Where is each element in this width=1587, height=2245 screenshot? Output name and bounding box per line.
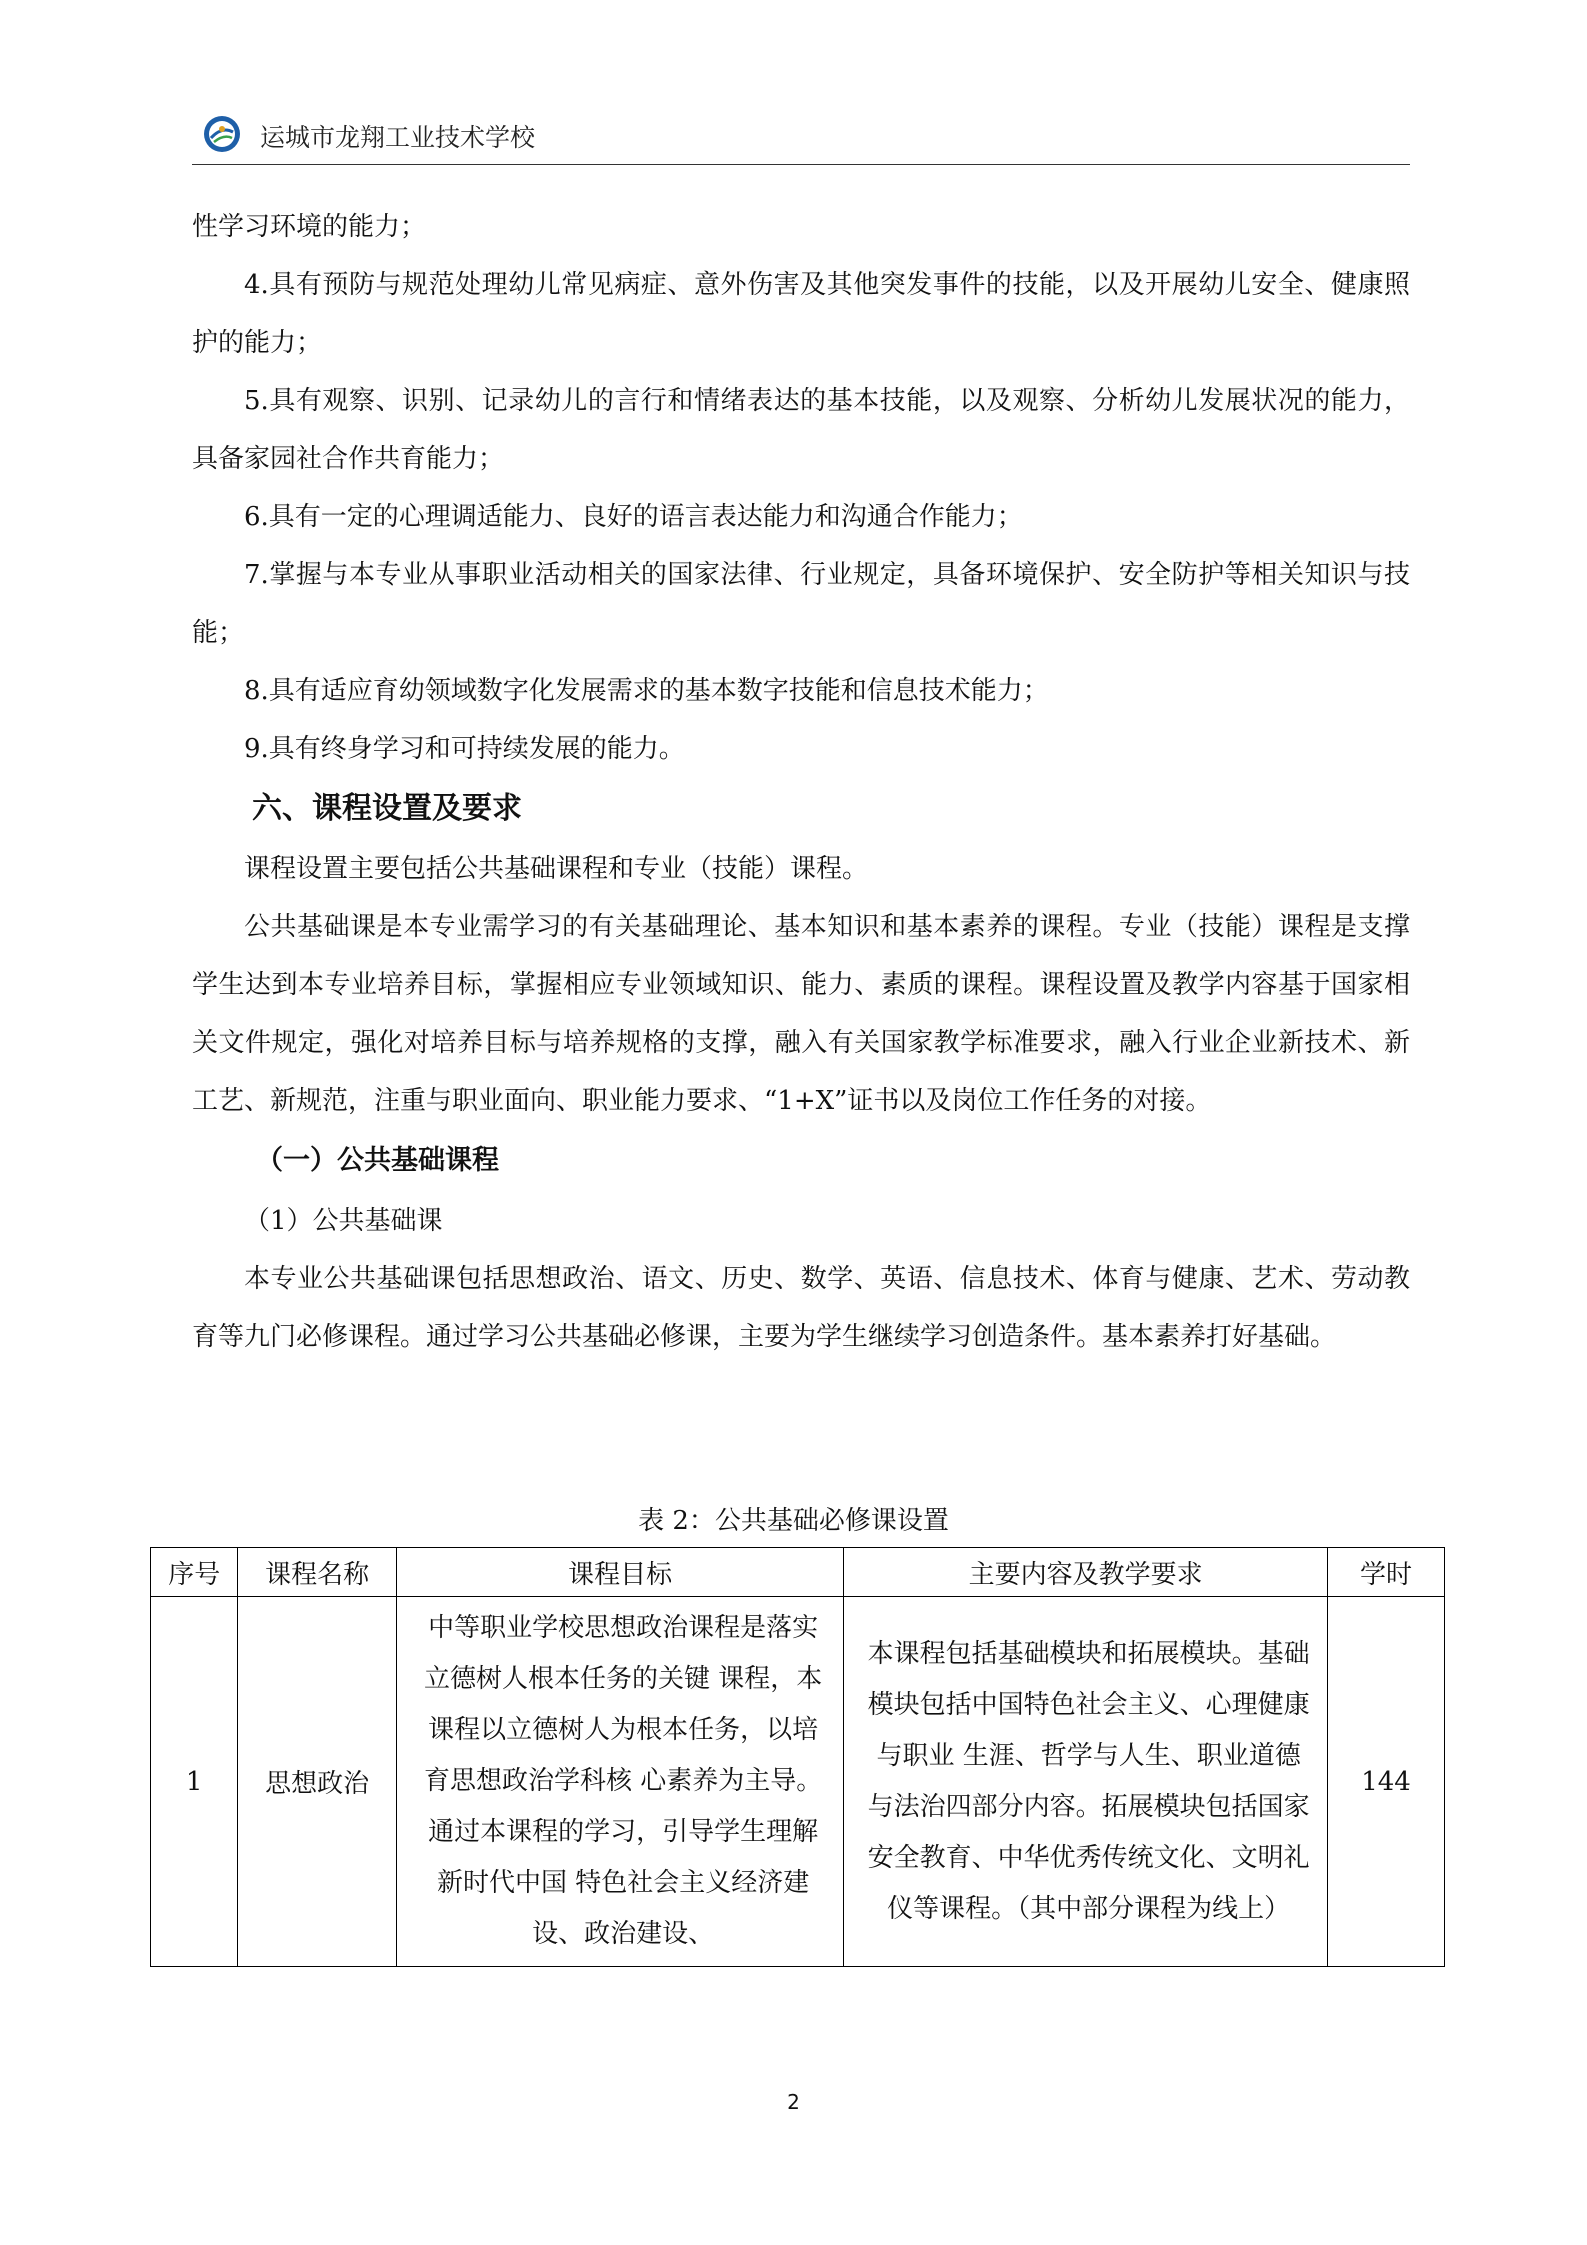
header-course-name: 课程名称 — [238, 1548, 397, 1597]
ability-item-7: 7.掌握与本专业从事职业活动相关的国家法律、行业规定，具备环境保护、安全防护等相关知识与技能； — [192, 560, 1410, 648]
ability-item-6: 6.具有一定的心理调适能力、良好的语言表达能力和沟通合作能力； — [244, 502, 1023, 532]
section-description: 公共基础课是本专业需学习的有关基础理论、基本知识和基本素养的课程。专业（技能）课程是支撑学生达到本专业培养目标，掌握相应专业领域知识、能力、素质的课程。课程设置及教学内容基于国家相关文件规定，强化对培养目标与培养规格的支撑，融入有关国家教学标准要求，融入行业企业新技术、新工艺、新规范，注重与职业面向、职业能力要求、“1+X”证书以及岗位工作任务的对接。 — [192, 912, 1410, 1116]
cell-course-goal: 中等职业学校思想政治课程是落实立德树人根本任务的关键 课程，本课程以立德树人为根本任务，以培育思想政治学科核 心素养为主导。通过本课程的学习，引导学生理解新时代中国 特色社会主义经济建设、政治建设、 — [396, 1597, 843, 1967]
section-heading: 六、课程设置及要求 — [252, 791, 522, 826]
cell-course-name: 思想政治 — [238, 1597, 397, 1967]
school-logo-icon — [202, 114, 242, 154]
ability-item-8: 8.具有适应育幼领域数字化发展需求的基本数字技能和信息技术能力； — [244, 676, 1049, 706]
sub-item-label: （1）公共基础课 — [244, 1206, 443, 1236]
page-body — [192, 198, 1410, 1366]
section-intro: 课程设置主要包括公共基础课程和专业（技能）课程。 — [244, 854, 869, 884]
page-header — [192, 108, 1410, 165]
paragraph-continuation: 性学习环境的能力； — [192, 212, 427, 242]
cell-content: 本课程包括基础模块和拓展模块。基础模块包括中国特色社会主义、心理健康与职业 生涯、哲学与人生、职业道德与法治四部分内容。拓展模块包括国家安全教育、中华优秀传统文化、文明礼仪等课程。（其中部分课程为线上） — [844, 1597, 1328, 1967]
header-course-goal: 课程目标 — [396, 1548, 843, 1597]
course-table — [150, 1547, 1445, 1967]
header-content: 主要内容及教学要求 — [844, 1548, 1328, 1597]
cell-hours: 144 — [1328, 1597, 1445, 1967]
table-row — [151, 1597, 1445, 1967]
ability-item-5: 5.具有观察、识别、记录幼儿的言行和情绪表达的基本技能，以及观察、分析幼儿发展状况的能力，具备家园社合作共育能力； — [192, 386, 1410, 474]
page-number: 2 — [787, 2090, 800, 2114]
school-name: 运城市龙翔工业技术学校 — [260, 123, 536, 152]
sub-paragraph: 本专业公共基础课包括思想政治、语文、历史、数学、英语、信息技术、体育与健康、艺术、劳动教育等九门必修课程。通过学习公共基础必修课，主要为学生继续学习创造条件。基本素养打好基础。 — [192, 1264, 1410, 1352]
table-caption: 表 2：公共基础必修课设置 — [638, 1506, 949, 1536]
ability-item-4: 4.具有预防与规范处理幼儿常见病症、意外伤害及其他突发事件的技能，以及开展幼儿安全、健康照护的能力； — [192, 270, 1410, 358]
subsection-heading: （一）公共基础课程 — [256, 1145, 499, 1176]
cell-no: 1 — [151, 1597, 238, 1967]
header-no: 序号 — [151, 1548, 238, 1597]
ability-item-9: 9.具有终身学习和可持续发展的能力。 — [244, 734, 685, 764]
header-hours: 学时 — [1328, 1548, 1445, 1597]
table-header-row — [151, 1548, 1445, 1597]
